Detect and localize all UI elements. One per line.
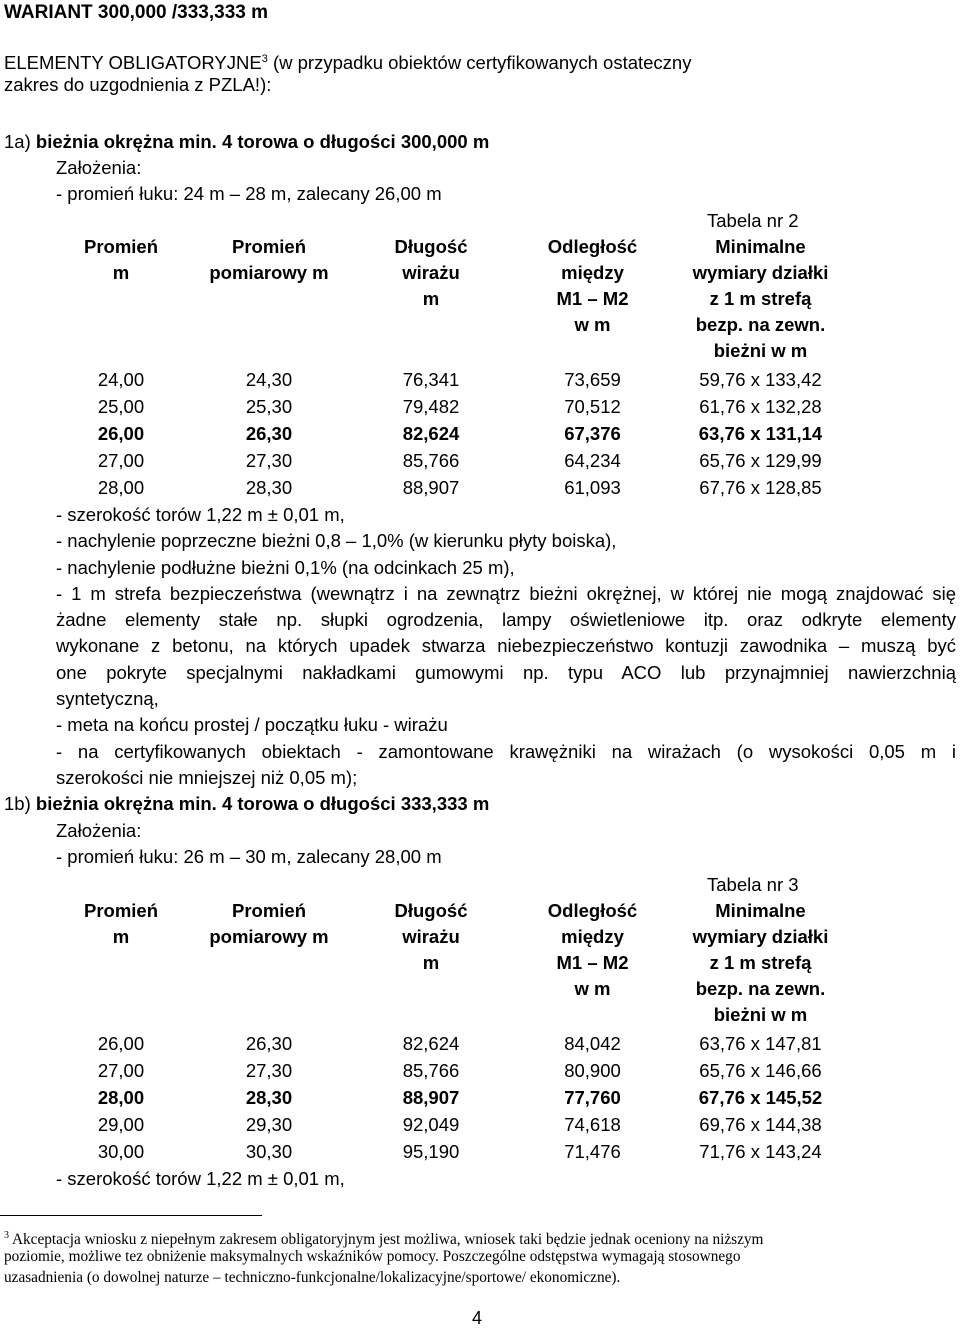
col-header-radius: Promień m	[83, 900, 159, 947]
note-safety-zone-l5: syntetyczną,	[56, 688, 159, 709]
table-2-header	[56, 234, 846, 366]
table-cell: 27,00	[97, 1060, 145, 1081]
table-row	[56, 1030, 846, 1057]
page-number: 4	[472, 1308, 483, 1328]
table-2-caption: Tabela nr 2	[707, 210, 799, 231]
table-cell: 65,76 x 146,66	[699, 1060, 822, 1081]
table-cell: 61,093	[564, 477, 621, 498]
table-cell: 64,234	[564, 450, 621, 471]
table-cell: 26,30	[245, 423, 293, 444]
table-cell: 88,907	[402, 1087, 460, 1108]
table-cell: 28,00	[97, 477, 145, 498]
table-cell: 26,30	[245, 1033, 293, 1054]
col-header-distance: Odległość między M1 – M2 w m	[547, 236, 638, 335]
note-finish: - meta na końcu prostej / początku łuku - wirażu	[56, 714, 448, 735]
table-cell: 24,30	[245, 369, 293, 390]
table-row-recommended	[56, 1084, 846, 1111]
col-header-measured-radius: Promień pomiarowy m	[209, 900, 329, 947]
section-a-heading	[4, 129, 489, 155]
note-safety-zone-l2: żadne elementy stałe np. słupki ogrodzenia, lampy oświetleniowe itp. oraz odkryte elementy	[56, 609, 956, 630]
note-lane-width-b: - szerokość torów 1,22 m ± 0,01 m,	[56, 1168, 345, 1189]
note-safety-zone-l4: one pokryte specjalnymi nakładkami gumowymi np. typu ACO lub przynajmniej nawierzchnią	[56, 662, 956, 683]
section-a-assumptions: Założenia:	[56, 157, 142, 178]
col-header-min-plot: Minimalne wymiary działki z 1 m strefą bezp. na zewn. bieżni w m	[692, 900, 829, 1025]
table-cell: 74,618	[564, 1114, 621, 1135]
table-cell: 30,30	[245, 1141, 293, 1162]
table-cell: 27,30	[245, 1060, 293, 1081]
table-row	[56, 1138, 846, 1165]
section-b-radius: - promień łuku: 26 m – 30 m, zalecany 28,00 m	[56, 846, 442, 867]
table-cell: 71,476	[564, 1141, 621, 1162]
section-b-title: bieżnia okrężna min. 4 torowa o długości 333,333 m	[35, 793, 490, 814]
table-cell: 73,659	[564, 369, 621, 390]
col-header-min-plot: Minimalne wymiary działki z 1 m strefą bezp. na zewn. bieżni w m	[692, 236, 829, 361]
table-cell: 25,30	[245, 396, 293, 417]
section-a-number: 1a)	[4, 131, 31, 152]
table-cell: 69,76 x 144,38	[699, 1114, 822, 1135]
section-a-radius: - promień łuku: 24 m – 28 m, zalecany 26,00 m	[56, 183, 442, 204]
section-a-title: bieżnia okrężna min. 4 torowa o długości 300,000 m	[35, 131, 490, 152]
table-cell: 65,76 x 129,99	[699, 450, 822, 471]
section-b-assumptions: Założenia:	[56, 820, 142, 841]
table-cell: 79,482	[402, 396, 460, 417]
table-3	[56, 898, 846, 1165]
table-cell: 61,76 x 132,28	[699, 396, 822, 417]
table-cell: 82,624	[402, 1033, 460, 1054]
table-row	[56, 366, 846, 393]
section-b-number: 1b)	[4, 793, 31, 814]
col-header-bend-length: Długość wirażu m	[394, 236, 468, 309]
elements-heading-bold: ELEMENTY OBLIGATORYJNE	[4, 52, 262, 73]
table-3-caption: Tabela nr 3	[707, 874, 799, 895]
table-cell: 29,30	[245, 1114, 293, 1135]
table-cell: 76,341	[402, 369, 460, 390]
table-cell: 28,30	[245, 477, 293, 498]
note-curbs-l2: szerokości nie mniejszej niż 0,05 m);	[56, 767, 358, 788]
note-curbs-l1: - na certyfikowanych obiektach - zamontowane krawężniki na wirażach (o wysokości 0,05 m i	[56, 741, 956, 762]
footnote-divider	[0, 1215, 262, 1216]
table-cell: 24,00	[97, 369, 145, 390]
footnote-mark: 3	[4, 1230, 9, 1241]
table-cell: 85,766	[402, 1060, 460, 1081]
table-row	[56, 474, 846, 501]
table-row	[56, 393, 846, 420]
section-b-heading	[4, 791, 489, 817]
col-header-bend-length: Długość wirażu m	[394, 900, 468, 973]
footnote-text: Akceptacja wniosku z niepełnym zakresem obligatoryjnym jest możliwa, wniosek taki będzie jednak oceniony na niższym	[11, 1231, 764, 1248]
table-cell: 59,76 x 133,42	[699, 369, 822, 390]
table-row	[56, 1057, 846, 1084]
table-cell: 27,30	[245, 450, 293, 471]
footnote-line3: uzasadnienia (o dowolnej naturze – techniczno-funkcjonalne/lokalizacyjne/sportowe/ ekonomiczne).	[4, 1269, 621, 1286]
table-row	[56, 447, 846, 474]
table-cell: 26,00	[97, 423, 145, 444]
table-cell: 88,907	[402, 477, 460, 498]
col-header-measured-radius: Promień pomiarowy m	[209, 236, 329, 283]
page-title: WARIANT 300,000 /333,333 m	[4, 2, 269, 23]
col-header-distance: Odległość między M1 – M2 w m	[547, 900, 638, 999]
table-cell: 29,00	[97, 1114, 145, 1135]
elements-heading-rest: (w przypadku obiektów certyfikowanych ostateczny	[272, 52, 692, 73]
footnote-line2: poziomie, możliwe tez obniżenie maksymalnych wskaźników pomocy. Poszczególne odstępstwa wymagają stosownego	[4, 1248, 741, 1265]
note-long-slope: - nachylenie podłużne bieżni 0,1% (na odcinkach 25 m),	[56, 557, 515, 578]
table-cell: 84,042	[564, 1033, 621, 1054]
table-cell: 95,190	[402, 1141, 460, 1162]
note-safety-zone-l1: - 1 m strefa bezpieczeństwa (wewnątrz i na zewnątrz bieżni okrężnej, w której nie mogą znajdować się	[56, 583, 956, 604]
table-row-recommended	[56, 420, 846, 447]
note-cross-slope: - nachylenie poprzeczne bieżni 0,8 – 1,0% (w kierunku płyty boiska),	[56, 530, 617, 551]
table-cell: 71,76 x 143,24	[699, 1141, 822, 1162]
table-row	[56, 1111, 846, 1138]
table-cell: 67,376	[564, 423, 621, 444]
table-cell: 85,766	[402, 450, 460, 471]
table-3-header	[56, 898, 846, 1030]
note-lane-width: - szerokość torów 1,22 m ± 0,01 m,	[56, 504, 345, 525]
table-cell: 80,900	[564, 1060, 621, 1081]
table-cell: 92,049	[402, 1114, 460, 1135]
table-cell: 67,76 x 145,52	[698, 1087, 823, 1108]
table-cell: 67,76 x 128,85	[699, 477, 822, 498]
table-cell: 25,00	[97, 396, 145, 417]
table-cell: 28,00	[97, 1087, 145, 1108]
table-cell: 63,76 x 147,81	[699, 1033, 822, 1054]
note-safety-zone-l3: wykonane z betonu, na których upadek stwarza niebezpieczeństwo kontuzji zawodnika – muszą być	[56, 635, 956, 656]
table-2	[56, 234, 846, 501]
table-cell: 82,624	[402, 423, 460, 444]
elements-heading-line2: zakres do uzgodnienia z PZLA!):	[4, 74, 272, 95]
table-cell: 27,00	[97, 450, 145, 471]
col-header-radius: Promień m	[83, 236, 159, 283]
table-cell: 30,00	[97, 1141, 145, 1162]
table-cell: 26,00	[97, 1033, 145, 1054]
table-cell: 77,760	[564, 1087, 621, 1108]
table-cell: 63,76 x 131,14	[698, 423, 823, 444]
table-cell: 28,30	[245, 1087, 293, 1108]
footnote-ref[interactable]: 3	[261, 53, 268, 65]
table-cell: 70,512	[564, 396, 621, 417]
